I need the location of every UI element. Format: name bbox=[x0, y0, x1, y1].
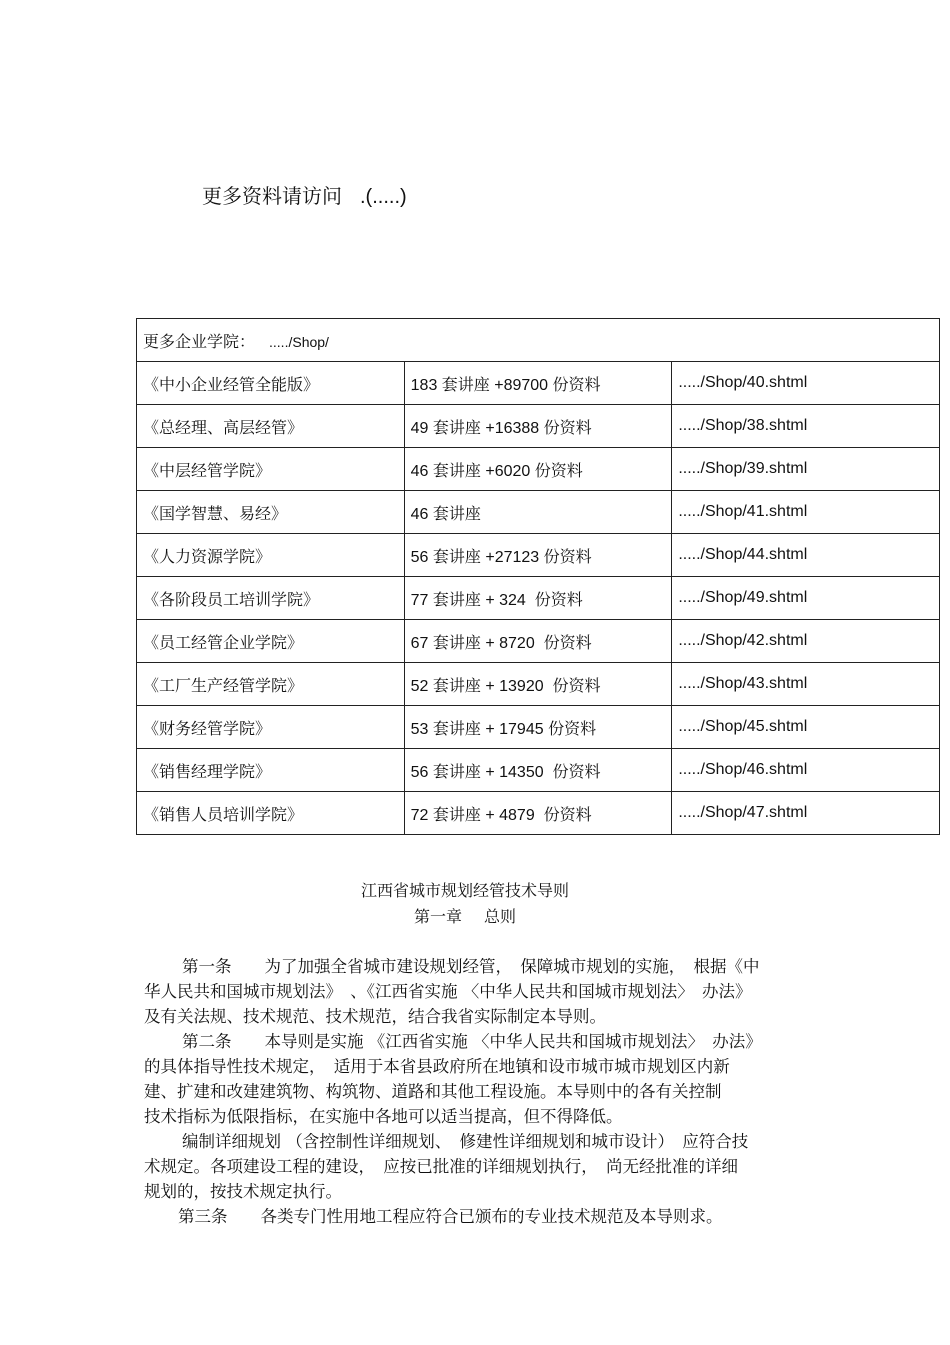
catalog-row bbox=[137, 534, 940, 577]
catalog-row bbox=[137, 749, 940, 792]
course-link-cell[interactable]: ...../Shop/38.shtml bbox=[672, 405, 940, 448]
course-content-cell: 56 套讲座 + 14350 份资料 bbox=[404, 749, 672, 792]
body-line: 第一条 为了加强全省城市建设规划经管， 保障城市规划的实施， 根据《中 bbox=[182, 957, 760, 976]
course-content-cell: 49 套讲座 +16388 份资料 bbox=[404, 405, 672, 448]
course-content-cell: 56 套讲座 +27123 份资料 bbox=[404, 534, 672, 577]
chapter-name: 总则 bbox=[484, 907, 517, 926]
body-line: 第二条 本导则是实施 《江西省实施 〈中华人民共和国城市规划法〉 办法》 bbox=[182, 1032, 762, 1051]
course-content-cell: 53 套讲座 + 17945 份资料 bbox=[404, 706, 672, 749]
body-line: 术规定。各项建设工程的建设， 应按已批准的详细规划执行， 尚无经批准的详细 bbox=[144, 1157, 738, 1176]
course-link-cell[interactable]: ...../Shop/42.shtml bbox=[672, 620, 940, 663]
course-content-cell: 72 套讲座 + 4879 份资料 bbox=[404, 792, 672, 835]
notice-label: 更多资料请访问 bbox=[202, 184, 342, 208]
body-line: 建、扩建和改建建筑物、构筑物、道路和其他工程设施。本导则中的各有关控制 bbox=[144, 1082, 722, 1101]
catalog-row bbox=[137, 663, 940, 706]
course-content-cell: 77 套讲座 + 324 份资料 bbox=[404, 577, 672, 620]
course-name-cell: 《员工经管企业学院》 bbox=[137, 620, 405, 663]
notice-url[interactable]: .(.....) bbox=[360, 186, 407, 208]
catalog-row bbox=[137, 448, 940, 491]
course-link-cell[interactable]: ...../Shop/40.shtml bbox=[672, 362, 940, 405]
course-link-cell[interactable]: ...../Shop/44.shtml bbox=[672, 534, 940, 577]
body-line: 技术指标为低限指标，在实施中各地可以适当提高，但不得降低。 bbox=[144, 1107, 623, 1126]
catalog-row bbox=[137, 491, 940, 534]
course-name-cell: 《国学智慧、易经》 bbox=[137, 491, 405, 534]
course-link-cell[interactable]: ...../Shop/49.shtml bbox=[672, 577, 940, 620]
course-name-cell: 《销售经理学院》 bbox=[137, 749, 405, 792]
catalog-row bbox=[137, 577, 940, 620]
catalog-row bbox=[137, 792, 940, 835]
course-name-cell: 《销售人员培训学院》 bbox=[137, 792, 405, 835]
catalog-header-row bbox=[137, 319, 940, 362]
course-name-cell: 《工厂生产经管学院》 bbox=[137, 663, 405, 706]
course-name-cell: 《中小企业经管全能版》 bbox=[137, 362, 405, 405]
body-line: 的具体指导性技术规定， 适用于本省县政府所在地镇和设市城市城市规划区内新 bbox=[144, 1057, 730, 1076]
course-name-cell: 《财务经管学院》 bbox=[137, 706, 405, 749]
course-catalog-table bbox=[136, 318, 940, 835]
document-body bbox=[144, 954, 814, 1229]
body-line: 编制详细规划 （含控制性详细规划、 修建性详细规划和城市设计） 应符合技 bbox=[182, 1132, 749, 1151]
catalog-row bbox=[137, 405, 940, 448]
course-link-cell[interactable]: ...../Shop/45.shtml bbox=[672, 706, 940, 749]
course-content-cell: 67 套讲座 + 8720 份资料 bbox=[404, 620, 672, 663]
catalog-row bbox=[137, 620, 940, 663]
course-name-cell: 《人力资源学院》 bbox=[137, 534, 405, 577]
course-name-cell: 《中层经管学院》 bbox=[137, 448, 405, 491]
course-link-cell[interactable]: ...../Shop/47.shtml bbox=[672, 792, 940, 835]
body-line: 规划的，按技术规定执行。 bbox=[144, 1182, 342, 1201]
course-link-cell[interactable]: ...../Shop/39.shtml bbox=[672, 448, 940, 491]
course-content-cell: 52 套讲座 + 13920 份资料 bbox=[404, 663, 672, 706]
catalog-row bbox=[137, 362, 940, 405]
course-content-cell: 183 套讲座 +89700 份资料 bbox=[404, 362, 672, 405]
more-info-notice bbox=[202, 180, 407, 209]
body-line: 第三条 各类专门性用地工程应符合已颁布的专业技术规范及本导则求。 bbox=[178, 1207, 723, 1226]
course-content-cell: 46 套讲座 bbox=[404, 491, 672, 534]
course-link-cell[interactable]: ...../Shop/46.shtml bbox=[672, 749, 940, 792]
body-line: 华人民共和国城市规划法》 、《江西省实施 〈中华人民共和国城市规划法〉 办法》 bbox=[144, 982, 752, 1001]
course-name-cell: 《总经理、高层经管》 bbox=[137, 405, 405, 448]
chapter-number: 第一章 bbox=[413, 907, 462, 926]
document-title: 江西省城市规划经管技术导则 bbox=[360, 881, 569, 900]
catalog-header-url[interactable]: ...../Shop/ bbox=[269, 333, 329, 350]
chapter-heading bbox=[0, 904, 930, 927]
course-link-cell[interactable]: ...../Shop/41.shtml bbox=[672, 491, 940, 534]
catalog-header-label: 更多企业学院： bbox=[143, 331, 256, 351]
course-link-cell[interactable]: ...../Shop/43.shtml bbox=[672, 663, 940, 706]
catalog-row bbox=[137, 706, 940, 749]
course-name-cell: 《各阶段员工培训学院》 bbox=[137, 577, 405, 620]
body-line: 及有关法规、技术规范、技术规范，结合我省实际制定本导则。 bbox=[144, 1007, 606, 1026]
catalog-header-cell bbox=[137, 319, 940, 362]
course-content-cell: 46 套讲座 +6020 份资料 bbox=[404, 448, 672, 491]
